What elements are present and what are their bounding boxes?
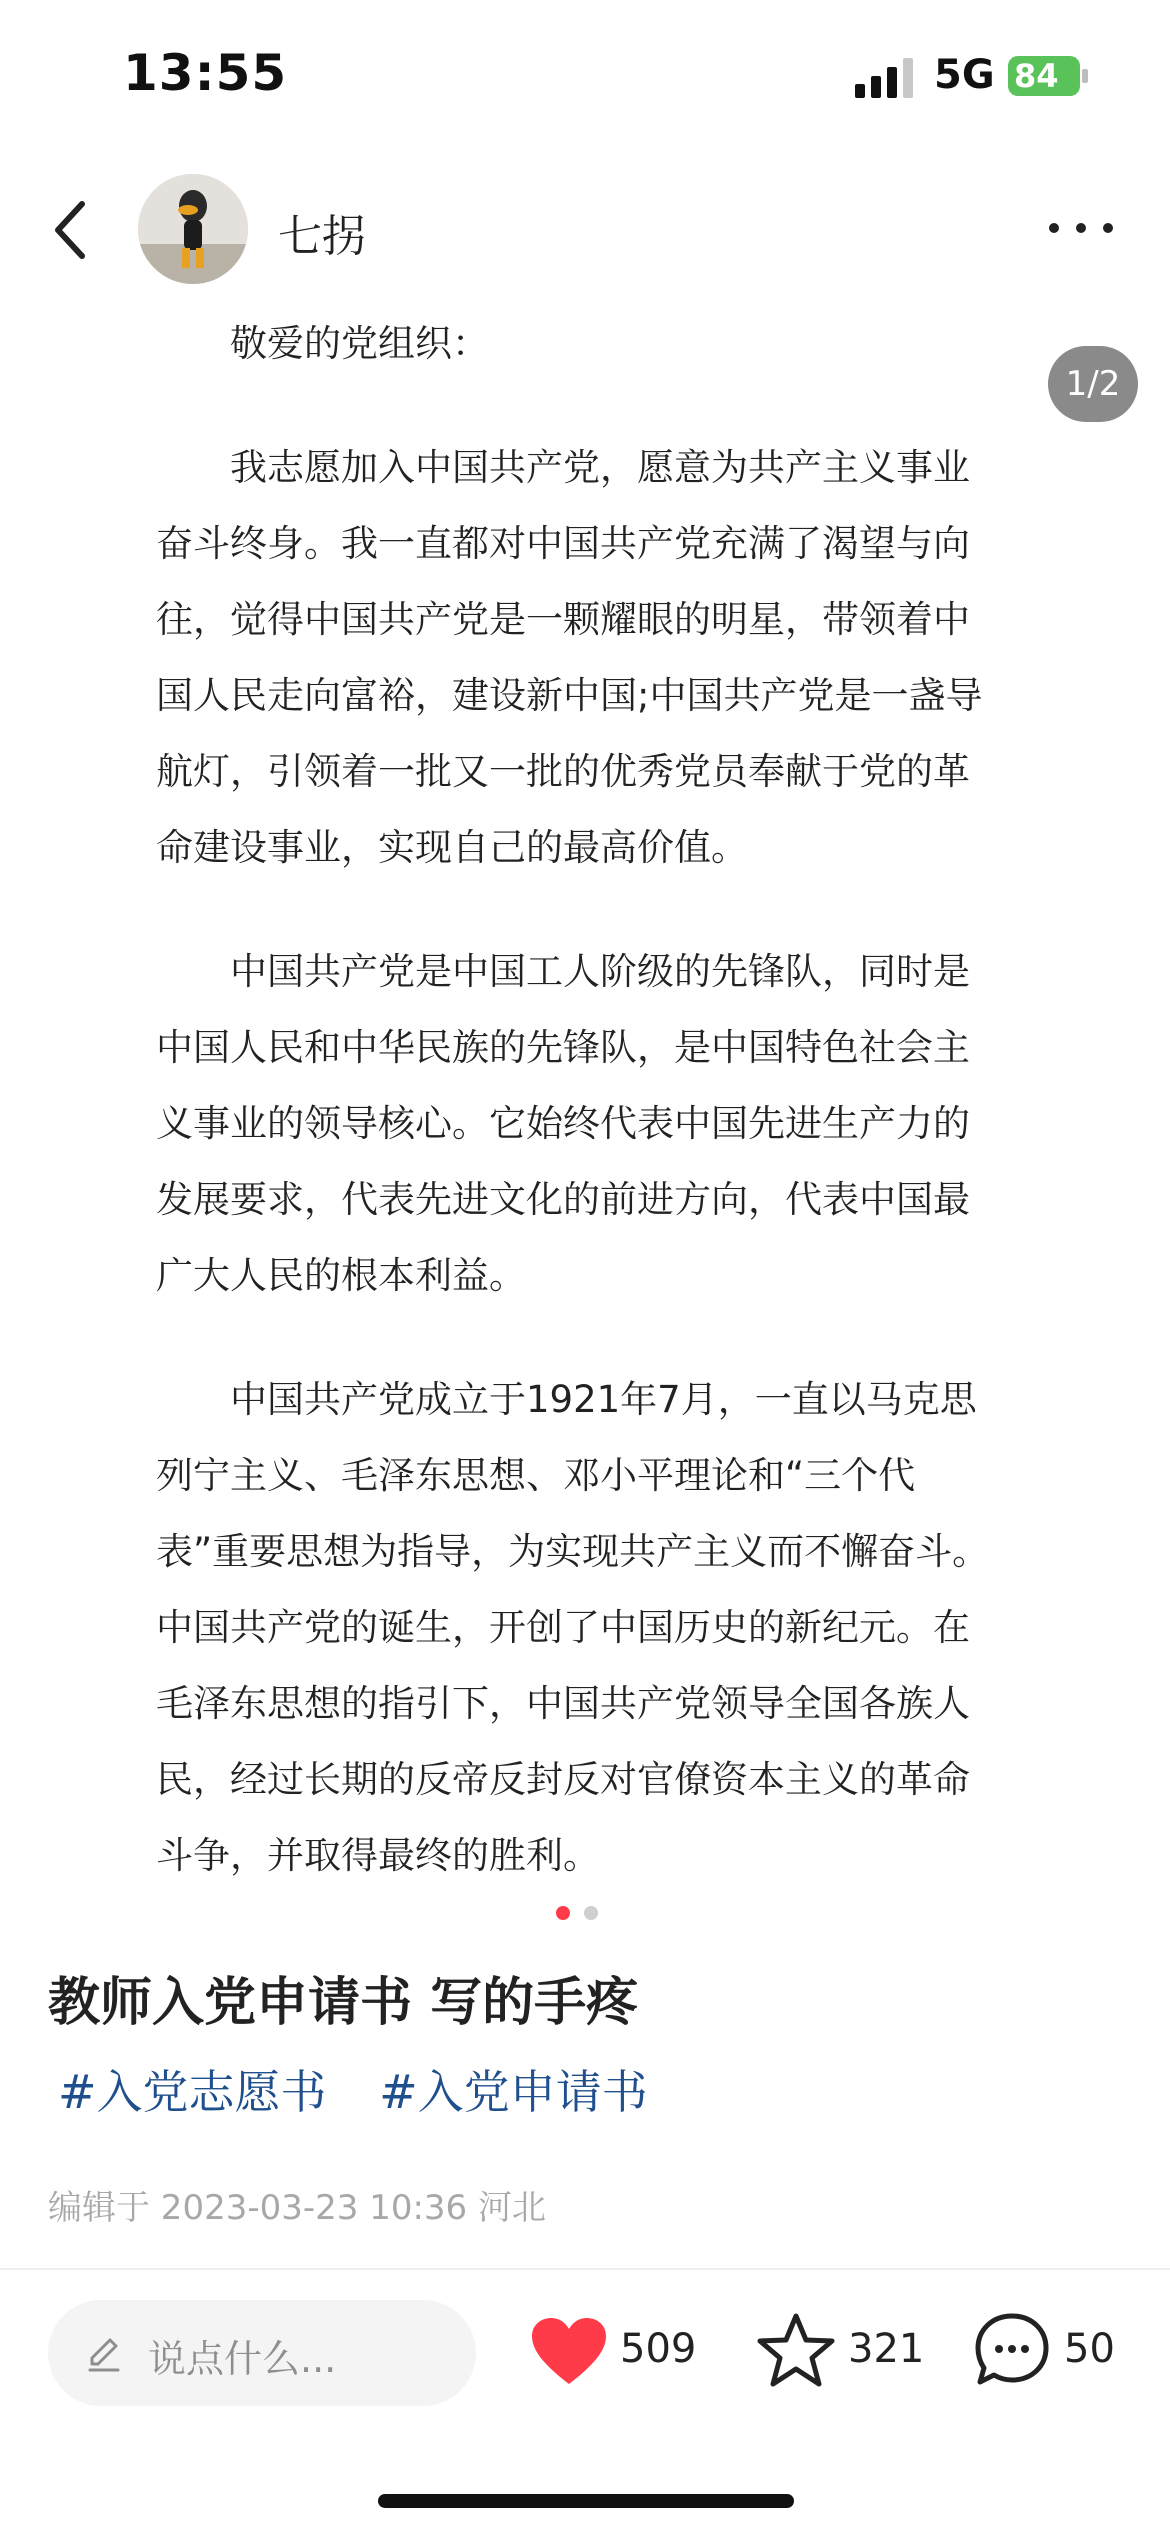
comment-input[interactable] [48, 2300, 476, 2406]
status-time: 13:55 [123, 44, 288, 102]
carousel-dot-active [556, 1906, 570, 1920]
carousel-indicator [556, 1906, 616, 1922]
more-icon[interactable] [1046, 216, 1116, 240]
letter-paragraph: 我志愿加入中国共产党，愿意为共产主义事业奋斗终身。我一直都对中国共产党充满了渴望与向往，觉得中国共产党是一颗耀眼的明星，带领着中国人民走向富裕，建设新中国;中国共产党是一盏导航灯，引领着一批又一批的优秀党员奉献于党的革命建设事业，实现自己的最高价值。 [156, 446, 983, 869]
post-title: 教师入党申请书 写的手疼 [48, 1973, 639, 2033]
carousel-dot[interactable] [584, 1906, 598, 1920]
letter-salutation: 敬爱的党组织： [230, 322, 489, 365]
letter-text [156, 306, 1006, 1876]
like-count: 509 [620, 2326, 697, 2372]
author-name[interactable]: 七拐 [278, 211, 366, 262]
battery-level: 84 [1008, 56, 1080, 96]
post-header [0, 170, 1170, 290]
avatar[interactable] [138, 174, 248, 284]
tag-list [58, 2056, 686, 2122]
status-bar [0, 0, 1170, 150]
battery-icon [1008, 56, 1088, 96]
tag-link[interactable]: #入党志愿书 [58, 2065, 327, 2119]
edit-info: 编辑于 2023-03-23 10:36 河北 [48, 2188, 546, 2228]
star-count: 321 [848, 2326, 925, 2372]
post-image[interactable] [0, 296, 1170, 1876]
pencil-icon [84, 2334, 124, 2374]
comment-count: 50 [1064, 2326, 1115, 2372]
heart-icon[interactable] [530, 2316, 608, 2388]
star-icon[interactable] [756, 2310, 836, 2390]
network-type: 5G [934, 52, 995, 98]
page-counter: 1/2 [1048, 346, 1138, 422]
divider [0, 2268, 1170, 2270]
home-indicator[interactable] [378, 2494, 794, 2508]
signal-icon [855, 58, 917, 98]
avatar-image [138, 174, 248, 284]
chat-icon[interactable] [972, 2310, 1052, 2390]
comment-placeholder: 说点什么... [148, 2337, 337, 2381]
letter-paragraph: 中国共产党是中国工人阶级的先锋队，同时是中国人民和中华民族的先锋队，是中国特色社会主义事业的领导核心。它始终代表中国先进生产力的发展要求，代表先进文化的前进方向，代表中国最广大人民的根本利益。 [156, 950, 970, 1297]
back-icon[interactable] [48, 194, 96, 266]
battery-cap [1082, 69, 1088, 83]
letter-paragraph: 中国共产党成立于1921年7月，一直以马克思列宁主义、毛泽东思想、邓小平理论和“三个代表”重要思想为指导，为实现共产主义而不懈奋斗。中国共产党的诞生，开创了中国历史的新纪元。在毛泽东思想的指引下，中国共产党领导全国各族人民，经过长期的反帝反封反对官僚资本主义的革命斗争，并取得最终的胜利。 [156, 1378, 990, 1876]
tag-link[interactable]: #入党申请书 [379, 2065, 648, 2119]
